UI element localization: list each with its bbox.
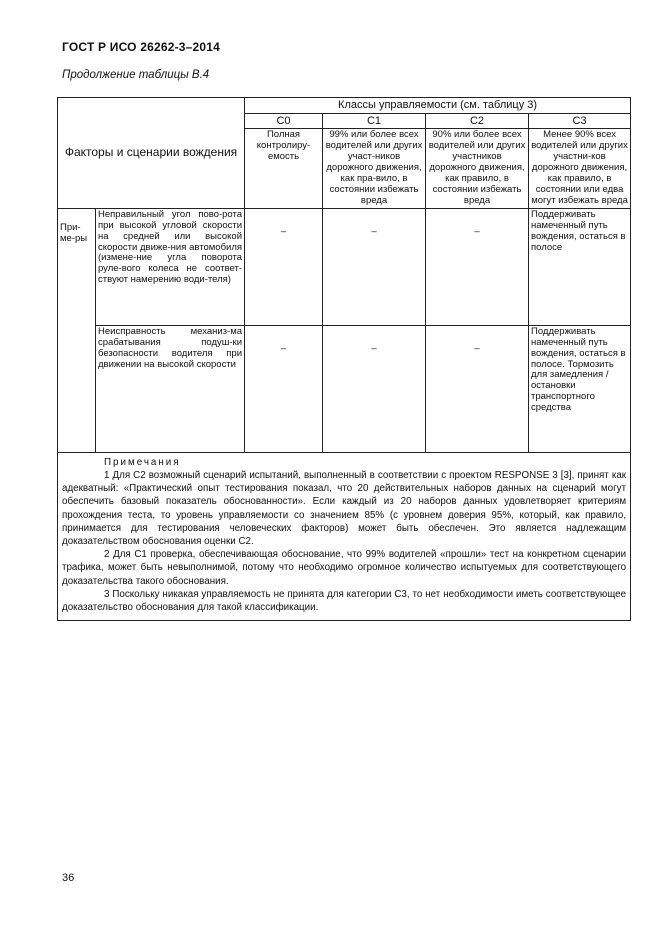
cell-c0: – xyxy=(245,208,323,325)
cell-c1: – xyxy=(323,325,426,452)
table-caption: Продолжение таблицы В.4 xyxy=(62,69,210,81)
document-header: ГОСТ Р ИСО 26262-3–2014 xyxy=(62,40,221,54)
note-1: 1 Для С2 возможный сценарий испытаний, выполненный в соответствии с проектом RESPONSE 3 [3], принят как адекватный: «Практический опыт тестирования показал, что 20 действительных наборов данных на сценарий могут обеспечить базовый показатель обоснованности». Если каждый из 20 наборов данных удовлетворяет критериям прохождения теста, то уровень управляемости со значением 85% (с уровнем доверия 95%, который, как правило, принимается для тестирования человеческих факторов) может быть обеспечен. Это является надлежащим доказательством обоснования оценки С2. xyxy=(62,469,627,548)
header-row-classes xyxy=(58,98,631,114)
class-code-c1: С1 xyxy=(323,113,426,129)
cell-c3: Поддерживать намеченный путь вождения, остаться в полосе xyxy=(529,208,631,325)
class-code-c3: С3 xyxy=(529,113,631,129)
scenario-text: Неправильный угол пово-рота при высокой угловой скорости на средней или высокой скорости движе-ния автомобиля (измене-ние угла поворота руле-вого колеса не соответ-ствуют намерению води-теля) xyxy=(96,208,245,325)
class-desc-c1: 99% или более всех водителей или других участ-ников дорожного движения, как пра-вило, в состоянии избежать вреда xyxy=(323,129,426,208)
factors-header: Факторы и сценарии вождения xyxy=(58,98,245,209)
class-code-c2: С2 xyxy=(426,113,529,129)
notes-cell xyxy=(58,452,631,621)
cell-c1: – xyxy=(323,208,426,325)
notes-row xyxy=(58,452,631,621)
class-desc-c2: 90% или более всех водителей или других участников дорожного движения, как правило, в состоянии избежать вреда xyxy=(426,129,529,208)
scenario-text: Неисправность механиз-ма срабатывания подуш-ки безопасности водителя при движении на высокой скорости xyxy=(96,325,245,452)
note-3: 3 Поскольку никакая управляемость не принята для категории С3, то нет необходимости иметь соответствующее доказательство обоснования для такой классификации. xyxy=(62,588,627,614)
table-row xyxy=(58,325,631,452)
classes-header: Классы управляемости (см. таблицу 3) xyxy=(245,98,631,114)
cell-c2: – xyxy=(426,325,529,452)
cell-c0: – xyxy=(245,325,323,452)
note-2: 2 Для С1 проверка, обеспечивающая обоснование, что 99% водителей «прошли» тест на конкретном сценарии трафика, может быть невыполнимой, потому что необходимо огромное количество испытуемых для соответствующего доказательства такого обоснования. xyxy=(62,549,627,587)
cell-c2: – xyxy=(426,208,529,325)
controllability-table xyxy=(57,97,631,621)
page-number: 36 xyxy=(62,872,75,884)
examples-label: При-ме-ры xyxy=(58,208,96,452)
cell-c3: Поддерживать намеченный путь вождения, остаться в полосе. Тормозить для замедления / остановки транспортного средства xyxy=(529,325,631,452)
class-desc-c0: Полная контролиру-емость xyxy=(245,129,323,208)
table-row xyxy=(58,208,631,325)
class-code-c0: С0 xyxy=(245,113,323,129)
class-desc-c3: Менее 90% всех водителей или других участни-ков дорожного движения, как правило, в состоянии или едва могут избежать вреда xyxy=(529,129,631,208)
notes-title: Примечания xyxy=(104,456,181,468)
